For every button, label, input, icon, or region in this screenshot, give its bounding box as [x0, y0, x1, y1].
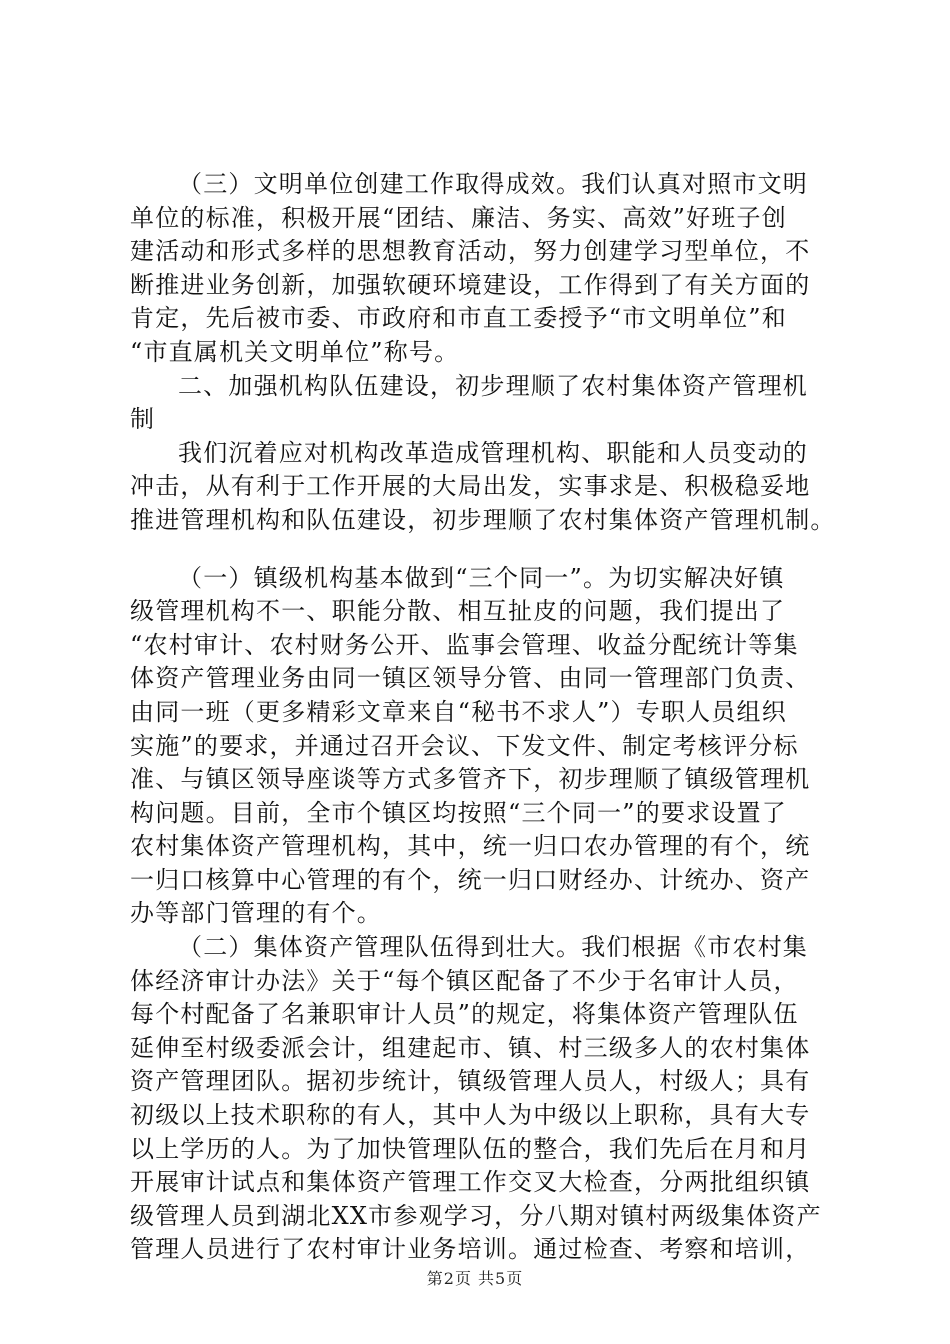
text-line: 单位的标准，积极开展“团结、廉洁、务实、高效”好班子创	[130, 203, 787, 232]
text-line: “农村审计、农村财务公开、监事会管理、收益分配统计等集	[130, 630, 799, 659]
text-line: 初级以上技术职称的有人，其中人为中级以上职称，具有大专	[130, 1101, 811, 1130]
text-line: 开展审计试点和集体资产管理工作交叉大检查，分两批组织镇	[130, 1168, 811, 1197]
text-line: 体经济审计办法》关于“每个镇区配备了不少于名审计人员，	[130, 966, 799, 995]
page-footer	[0, 1268, 950, 1290]
text-line: 体资产管理业务由同一镇区领导分管、由同一管理部门负责、	[130, 664, 811, 693]
text-line: 我们沉着应对机构改革造成管理机构、职能和人员变动的	[178, 438, 808, 467]
text-line: （三）文明单位创建工作取得成效。我们认真对照市文明	[178, 170, 808, 198]
text-line: 肯定，先后被市委、市政府和市直工委授予“市文明单位”和	[130, 304, 787, 333]
text-line: 推进管理机构和队伍建设，初步理顺了农村集体资产管理机制。	[130, 505, 836, 534]
text-line: 建活动和形式多样的思想教育活动，努力创建学习型单位，不	[130, 237, 811, 266]
text-line: （二）集体资产管理队伍得到壮大。我们根据《市农村集	[178, 933, 808, 962]
section-heading: 二、加强机构队伍建设，初步理顺了农村集体资产管理机	[178, 371, 808, 400]
text-line: 由同一班（更多精彩文章来自“秘书不求人”）专职人员组织	[130, 697, 787, 726]
body-text	[130, 168, 836, 1267]
text-line: 冲击，从有利于工作开展的大局出发，实事求是、积极稳妥地	[130, 472, 811, 501]
text-line: 级管理人员到湖北XX市参观学习，分八期对镇村两级集体资产	[130, 1201, 822, 1230]
text-line: 管理人员进行了农村审计业务培训。通过检查、考察和培训，	[130, 1235, 811, 1264]
text-line: 构问题。目前，全市个镇区均按照“三个同一”的要求设置了	[130, 798, 787, 827]
text-line: 级管理机构不一、职能分散、相互扯皮的问题，我们提出了	[130, 597, 786, 626]
text-line: 农村集体资产管理机构，其中，统一归口农办管理的有个，统	[130, 832, 811, 861]
text-line: 准、与镇区领导座谈等方式多管齐下，初步理顺了镇级管理机	[130, 765, 811, 794]
page-number: 第2页 共5页	[426, 1269, 524, 1288]
text-line: 资产管理团队。据初步统计，镇级管理人员人，村级人；具有	[130, 1067, 811, 1096]
text-line: 延伸至村级委派会计，组建起市、镇、村三级多人的农村集体	[130, 1033, 811, 1062]
text-line: 以上学历的人。为了加快管理队伍的整合，我们先后在月和月	[130, 1134, 811, 1163]
text-line: 一归口核算中心管理的有个，统一归口财经办、计统办、资产	[130, 865, 811, 894]
text-line: 实施”的要求，并通过召开会议、下发文件、制定考核评分标	[130, 731, 799, 760]
text-line: 断推进业务创新，加强软硬环境建设，工作得到了有关方面的	[130, 270, 811, 299]
text-line: 每个村配备了名兼职审计人员”的规定，将集体资产管理队伍	[130, 1000, 799, 1029]
text-line: （一）镇级机构基本做到“三个同一”。为切实解决好镇	[178, 563, 785, 592]
text-line: “市直属机关文明单位”称号。	[130, 337, 460, 366]
section-heading: 制	[130, 405, 156, 434]
text-line: 办等部门管理的有个。	[130, 899, 382, 928]
